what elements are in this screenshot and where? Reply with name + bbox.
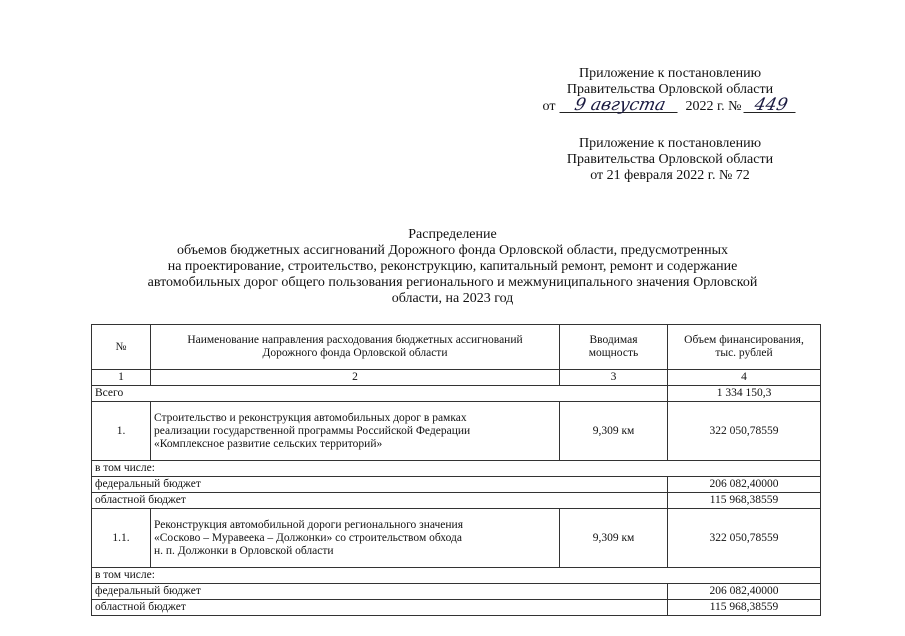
federal-budget-label: федеральный бюджет <box>92 584 668 600</box>
including-label: в том числе: <box>92 568 821 584</box>
header-amount-line: Объем финансирования, <box>684 334 804 346</box>
handwritten-date: 9 августа <box>560 98 681 113</box>
federal-budget-amount: 206 082,40000 <box>668 584 821 600</box>
total-row <box>92 386 821 402</box>
handwritten-number: 449 <box>744 98 799 113</box>
regional-budget-amount: 115 968,38559 <box>668 493 821 509</box>
table-row <box>92 402 821 461</box>
title-line: на проектирование, строительство, реконструкцию, капитальный ремонт, ремонт и содержание <box>167 259 738 274</box>
appendix-line: Правительства Орловской области <box>566 82 774 97</box>
item-power: 9,309 км <box>560 509 668 568</box>
title-line: области, на 2023 год <box>391 291 514 306</box>
item-amount: 322 050,78559 <box>668 402 821 461</box>
appendix-date-line <box>500 95 840 115</box>
table-header-row <box>92 325 821 370</box>
allocation-table <box>91 324 821 616</box>
item-name <box>151 509 560 568</box>
appendix-line: Приложение к постановлению <box>578 66 762 81</box>
header-amount <box>668 325 821 370</box>
regional-budget-row <box>92 600 821 616</box>
header-num: № <box>92 325 151 370</box>
index-cell: 2 <box>151 370 560 386</box>
total-label: Всего <box>92 386 668 402</box>
including-row <box>92 461 821 477</box>
regional-budget-row <box>92 493 821 509</box>
federal-budget-row <box>92 584 821 600</box>
appendix-line: от 21 февраля 2022 г. № 72 <box>590 168 750 183</box>
amending-appendix-header <box>500 66 840 115</box>
item-number: 1. <box>92 402 151 461</box>
header-amount-line: тыс. рублей <box>715 347 773 359</box>
federal-budget-label: федеральный бюджет <box>92 477 668 493</box>
header-power <box>560 325 668 370</box>
title-line: Распределение <box>408 227 497 242</box>
item-name-line: «Сосково – Муравеека – Должонки» со строительством обхода <box>154 531 462 544</box>
item-power: 9,309 км <box>560 402 668 461</box>
header-name <box>151 325 560 370</box>
header-name-line: Дорожного фонда Орловской области <box>262 347 448 359</box>
title-line: объемов бюджетных ассигнований Дорожного фонда Орловской области, предусмотренных <box>176 243 729 258</box>
regional-budget-label: областной бюджет <box>92 600 668 616</box>
item-name-line: «Комплексное развитие сельских территорий» <box>154 437 383 450</box>
item-name-line: реализации государственной программы Российской Федерации <box>154 424 471 437</box>
regional-budget-amount: 115 968,38559 <box>668 600 821 616</box>
item-number: 1.1. <box>92 509 151 568</box>
total-amount: 1 334 150,3 <box>668 386 821 402</box>
item-name-line: н. п. Должонки в Орловской области <box>154 544 334 557</box>
appendix-line: Правительства Орловской области <box>566 152 774 167</box>
federal-budget-amount: 206 082,40000 <box>668 477 821 493</box>
item-name <box>151 402 560 461</box>
including-row <box>92 568 821 584</box>
regional-budget-label: областной бюджет <box>92 493 668 509</box>
header-power-line: мощность <box>588 347 639 359</box>
header-name-line: Наименование направления расходования бюджетных ассигнований <box>187 334 523 346</box>
item-name-line: Строительство и реконструкция автомобильных дорог в рамках <box>154 411 467 424</box>
index-cell: 1 <box>92 370 151 386</box>
item-amount: 322 050,78559 <box>668 509 821 568</box>
date-year-number-label: 2022 г. № <box>685 99 742 114</box>
header-power-line: Вводимая <box>589 334 638 346</box>
table-row <box>92 509 821 568</box>
title-line: автомобильных дорог общего пользования регионального и межмуниципального значения Орловской <box>147 275 758 290</box>
index-cell: 3 <box>560 370 668 386</box>
index-cell: 4 <box>668 370 821 386</box>
item-name-line: Реконструкция автомобильной дороги регионального значения <box>154 518 463 531</box>
column-index-row <box>92 370 821 386</box>
original-appendix-header <box>500 136 840 184</box>
federal-budget-row <box>92 477 821 493</box>
document-title <box>100 227 805 307</box>
appendix-line: Приложение к постановлению <box>578 136 762 151</box>
date-prefix: от <box>542 99 556 114</box>
including-label: в том числе: <box>92 461 821 477</box>
